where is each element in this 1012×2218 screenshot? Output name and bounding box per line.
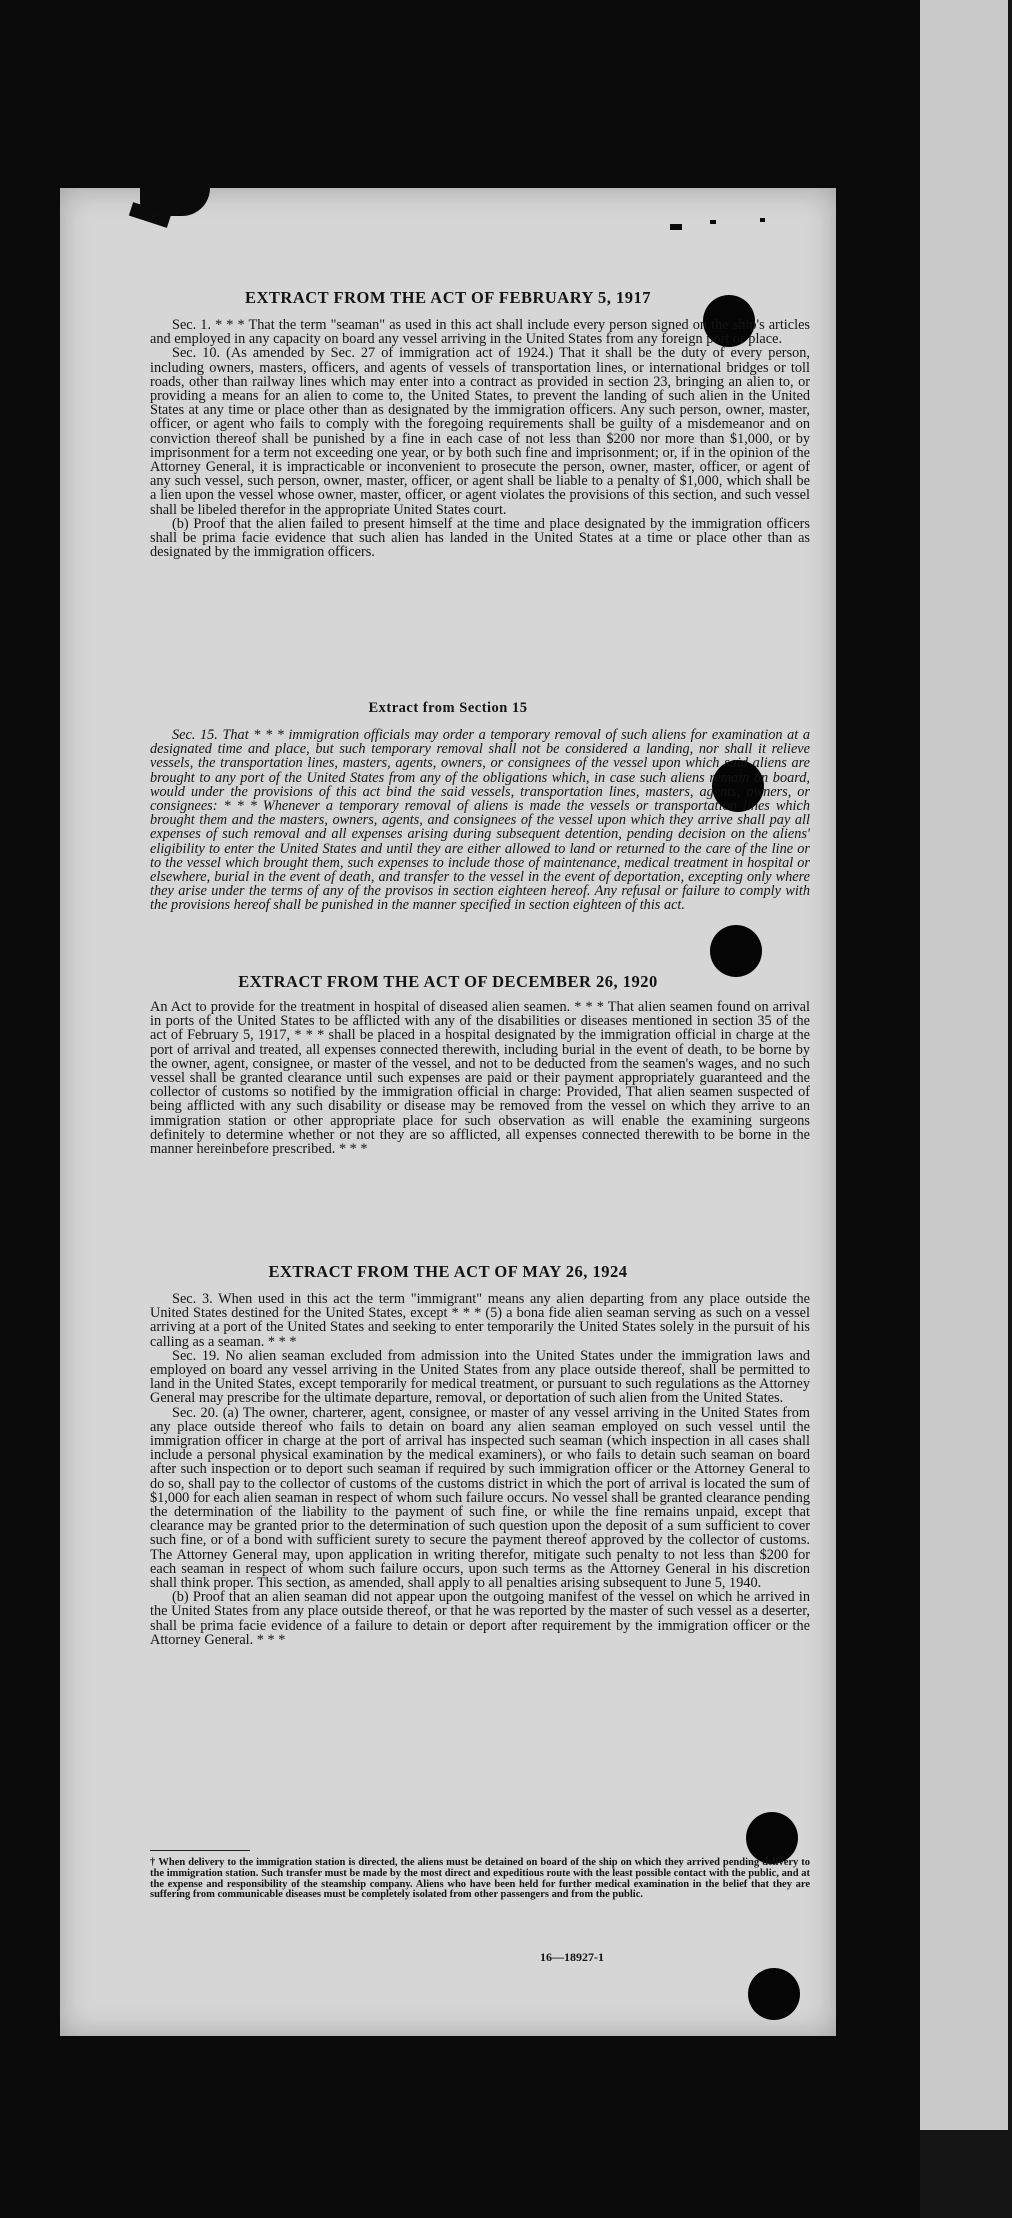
heading-act-dec-1920: EXTRACT FROM THE ACT OF DECEMBER 26, 1920: [238, 972, 658, 991]
sec-10-text: Sec. 10. (As amended by Sec. 27 of immigration act of 1924.) That it shall be the duty of every person, including owners, masters, officers, and agents of vessels of transportation lines, or international bridges or toll roads, other than railway lines which may enter into a contract as provided in section 23, bringing an alien to, or providing a means for an alien to come to, the United States, to prevent the landing of such alien in the United States at any time or place other than as designated by the immigration officers. Any such person, owner, master, officer, or agent who fails to comply with the foregoing requirements shall be guilty of a misdemeanor and on conviction thereof shall be punished by a fine in each case of not less than $200 nor more than $1,000, or by imprisonment for a term not exceeding one year, or by both such fine and imprisonment; or, if in the opinion of the Attorney General, it is impracticable or inconvenient to prosecute the person, owner, master, officer, or agent of any such vessel, such person, owner, master, officer, or agent shall be liable to a penalty of $1,000, which shall be a lien upon the vessel whose owner, master, officer, or agent violates the provisions of this section, and such vessel shall be libeled therefor in the appropriate United States court.: [150, 345, 810, 518]
sec-3-text: Sec. 3. When used in this act the term "immigrant" means any alien departing from any place outside the United States destined for the United States, except * * * (5) a bona fide alien seaman serving as such on a vessel arriving at a port of the United States and seeking to enter temporarily the United States solely in the pursuit of his calling as a seaman. * * *: [150, 1292, 810, 1350]
section-block-1917: [150, 318, 810, 698]
sec-1-text: Sec. 1. * * * That the term "seaman" as used in this act shall include every person signed on the ship's articles and employed in any capacity on board any vessel arriving in the United States from any foreign port or place.: [150, 318, 810, 348]
speck: [710, 220, 716, 224]
heading-section-15: Extract from Section 15: [368, 700, 528, 716]
section-block-1924: [150, 1292, 810, 1844]
sec-20a-text: Sec. 20. (a) The owner, charterer, agent, consignee, or master of any vessel arriving in the United States from any place outside thereof who fails to detain on board any alien seaman employed on such vessel until the immigration officer in charge at the port of arrival has inspected such seaman (which inspection in all cases shall include a personal physical examination by the medical examiners), or who fails to detain such seaman on board after such inspection or to deport such seaman if required by such immigration officer or the Attorney General to do so, shall pay to the collector of customs of the customs district in which the port of arrival is located the sum of $1,000 for each alien seaman in respect of whom such failure occurs. No vessel shall be granted clearance pending the determination of the liability to the payment of such fine, or while the fine remains unpaid, except that clearance may be granted prior to the determination of such question upon the deposit of a sum sufficient to cover such fine, or of a bond with sufficient surety to secure the payment thereof approved by the collector of customs. The Attorney General may, upon application in writing therefor, mitigate such penalty to not less than $200 for each seaman in respect of whom such failure occurs, upon such terms as the Attorney General in his discretion shall think proper. This section, as amended, shall apply to all penalties arising subsequent to June 5, 1940.: [150, 1404, 810, 1592]
sec-19-text: Sec. 19. No alien seaman excluded from admission into the United States under the immigration laws and employed on board any vessel arriving in the United States from any place outside thereof, shall be permitted to land in the United States, except temporarily for medical treatment, or pursuant to such regulations as the Attorney General may prescribe for the ultimate departure, removal, or deportation of such alien from the United States.: [150, 1347, 810, 1407]
act-1920-text: An Act to provide for the treatment in hospital of diseased alien seamen. * * * That alien seamen found on arrival in ports of the United States to be afflicted with any of the disabilities or diseases mentioned in section 35 of the act of February 5, 1917, * * * shall be placed in a hospital designated by the immigration official in charge at the port of arrival and treated, all expenses connected therewith, including burial in the event of death, to be borne by the owner, agent, consignee, or master of the vessel, and not to be deducted from the seamen's wages, and no such vessel shall be granted clearance until such expenses are paid or their payment appropriately guaranteed and the collector of customs so notified by the immigration official in charge: Provided, That alien seamen suspected of being afflicted with any such disability or disease may be removed from the vessel on which they arrive to an immigration station or other appropriate place for such observation as will enable the examining surgeons definitely to determine whether or not they are so afflicted, all expenses connected therewith to be borne in the manner hereinbefore prescribed. * * *: [150, 1000, 810, 1158]
footnote: † When delivery to the immigration station is directed, the aliens must be detained on board of the ship on which they arrived pending delivery to the immigration station. Such transfer must be made by the most direct and expeditious route with the least possible contact with the public, and at the expense and responsibility of the steamship company. Aliens who have been held for further medical examination in the belief that they are suffering from communicable diseases must be completely isolated from other passengers and from the public.: [150, 1857, 810, 1901]
section-block-15: [150, 728, 810, 968]
speck: [670, 224, 682, 230]
form-code: 16—18927-1: [540, 1950, 604, 1964]
adjacent-page-edge: [920, 0, 1008, 2130]
adjacent-page-strip: [920, 0, 1012, 2218]
heading-act-feb-1917: EXTRACT FROM THE ACT OF FEBRUARY 5, 1917: [245, 288, 651, 307]
punch-hole: [748, 1968, 800, 2020]
sec-10b-text: (b) Proof that the alien failed to present himself at the time and place designated by the immigration officers shall be prima facie evidence that such alien has landed in the United States at a time or place other than as designated by the immigration officers.: [150, 515, 810, 561]
document-page: [60, 188, 836, 2036]
sec-20b-text: (b) Proof that an alien seaman did not appear upon the outgoing manifest of the vessel on which he arrived in the United States from any place outside thereof, or that he was reported by the master of such vessel as a deserter, shall be prima facie evidence of a failure to detain or deport after requirement by the immigration officer or the Attorney General. * * *: [150, 1589, 810, 1648]
speck: [760, 218, 765, 222]
footnote-divider: [150, 1850, 250, 1851]
sec-15-text: Sec. 15. That * * * immigration officials may order a temporary removal of such aliens for examination at a designated time and place, but such temporary removal shall not be considered a landing, nor shall it relieve vessels, the transportation lines, masters, agents, owners, or consignees of the vessel upon which said aliens are brought to any port of the United States from any of the obligations which, in case such aliens remain on board, would under the provisions of this act bind the said vessels, transportation lines, masters, agents, owners, or consignees: * * * Whenever a temporary removal of aliens is made the vessels or transportation lines which brought them and the masters, owners, agents, and consignees of the vessel upon which they arrive shall pay all expenses of such removal and all expenses arising during subsequent detention, pending decision on the aliens' eligibility to enter the United States and until they are either allowed to land or returned to the care of the line or to the vessel which brought them, such expenses to include those of maintenance, medical treatment in hospital or elsewhere, burial in the event of death, and transfer to the vessel in the event of deportation, excepting only where they arise under the terms of any of the provisos in section eighteen hereof. Any refusal or failure to comply with the provisions hereof shall be punished in the manner specified in section eighteen of this act.: [150, 728, 810, 914]
section-block-1920: [150, 1000, 810, 1258]
heading-act-may-1924: EXTRACT FROM THE ACT OF MAY 26, 1924: [268, 1262, 628, 1281]
